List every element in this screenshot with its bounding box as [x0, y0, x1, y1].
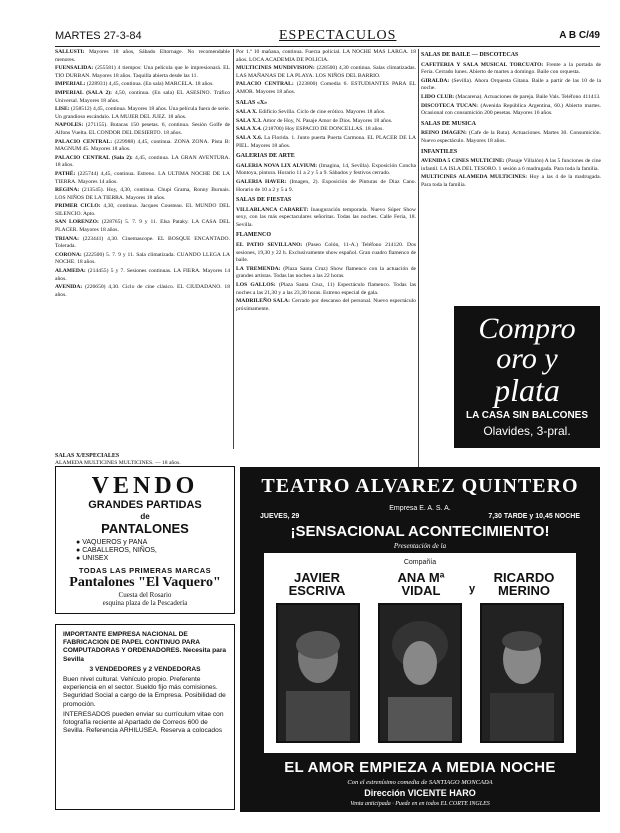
page-header	[55, 28, 600, 46]
listing-name: VILLABLANCA CABARET:	[236, 206, 309, 213]
play-director: Dirección VICENTE HARO	[364, 788, 476, 798]
note-text: ALAMEDA MULTICINES MULTICINES. — 18 años.	[55, 460, 181, 466]
listing-entry	[236, 118, 416, 126]
section-title: ESPECTACULOS	[279, 28, 397, 43]
listing-name: SALA X.4.	[236, 126, 262, 133]
listing-name: MULTICINES MUNDIVISION:	[236, 65, 315, 72]
vendo-line1: GRANDES PARTIDAS	[88, 499, 202, 511]
listing-name: REGINA:	[55, 187, 80, 194]
listing-name: SALA X.3.	[236, 117, 262, 124]
teatro-times: 7,30 TARDE y 10,45 NOCHE	[488, 513, 580, 520]
listing-name: PALACIO CENTRAL:	[55, 138, 113, 145]
listing-entry	[236, 109, 416, 117]
listing-entry	[236, 298, 416, 313]
listing-entry	[236, 242, 416, 265]
listing-entry	[236, 266, 416, 281]
vendo-brand: Pantalones "El Vaquero"	[69, 575, 221, 590]
section-heading: SALAS DE FIESTAS	[236, 197, 292, 204]
listing-entry	[421, 174, 601, 189]
listing-text: (Imagen, 2). Exposición de Pinturas de Diaz Cano. Horario de 10 a 2 y 5 a 9.	[236, 178, 416, 193]
actor-photo	[276, 603, 360, 743]
actor-photo	[480, 603, 564, 743]
listing-text: (228500) 4,30 continua. Salas climatizadas. LAS MAÑANAS DE LA PLAYA. LOS NIÑOS DEL BARRIO.	[236, 65, 416, 79]
header-rule	[55, 46, 600, 47]
vendo-items	[76, 539, 226, 563]
listing-text: (Paseo Colón, 11-A.) Teléfono 214120. Dos sesiones, 19,30 y 22 h. Exclusivamente show español. Gran cuadro flamenco de baile.	[236, 242, 416, 264]
actor-first-name: JAVIER	[294, 570, 340, 585]
salas-note	[55, 453, 230, 467]
listing-name: SALA X.	[236, 109, 258, 116]
listing-text: (271155). Butacas 150 pesetas. 6, continua. Sesión Golfe de Alfons Vuelta. EL CONDOR DEL DESIERTO. 18 años.	[55, 122, 230, 136]
listing-name: PALACIO CENTRAL:	[236, 81, 294, 88]
portrait-icon	[482, 605, 562, 741]
listing-entry	[421, 78, 601, 93]
section-heading: SALAS DE BAILE — DISCOTECAS	[421, 52, 519, 58]
listing-entry	[55, 90, 230, 105]
listing-text: (225744) 4,45, continua. Estreno. LA ULTIMA NOCHE DE LA TIERRA. Mayores 14 años.	[55, 170, 230, 185]
listing-entry	[236, 163, 416, 178]
listings-column-3	[421, 49, 601, 289]
listing-text: 4,45, continua. LA GRAN AVENTURA. 18 años.	[55, 154, 230, 169]
listing-entry	[55, 268, 230, 283]
listing-entry	[55, 155, 230, 170]
listing-entry	[55, 219, 230, 234]
vendo-marcas: TODAS LAS PRIMERAS MARCAS	[78, 566, 212, 575]
listing-text: (226650) 4,30. Ciclo de cine clásico. EL CIUDADANO. 18 años.	[55, 284, 230, 298]
listing-name: GIRALDA:	[421, 77, 450, 84]
listing-name: DISCOTECA TUCAN:	[421, 102, 479, 109]
listing-entry	[236, 81, 416, 96]
listing-text: Hoy a las 4 de la madrugada. Para toda la familia.	[421, 174, 601, 188]
listing-entry	[55, 284, 230, 299]
listings-column-1	[55, 49, 230, 449]
actor-first-name: RICARDO	[493, 570, 555, 585]
compania-label: Compañía	[403, 559, 437, 566]
listing-entry	[236, 65, 416, 80]
listing-name: MADRILEÑO SALA:	[236, 298, 290, 305]
listing-name: NAPOLES:	[55, 122, 84, 129]
vendo-item: ● UNISEX	[76, 555, 226, 563]
job-requirements: Buen nivel cultural. Vehículo propio. Preferente experiencia en el sector. Sueldo fijo más comisiones. Seguridad Social a cargo de la Empresa. Posibilidad de promoción.	[63, 676, 226, 708]
listing-name: LA TREMENDA:	[236, 265, 281, 272]
listings-column-2	[236, 49, 416, 469]
listing-entry	[421, 130, 601, 145]
listing-entry	[55, 187, 230, 202]
listing-name: ALAMEDA:	[55, 268, 86, 275]
vendo-title: VENDO	[91, 473, 199, 499]
listing-name: CAFETERIA Y SALA MUSICAL TORCUATO:	[421, 61, 544, 68]
listing-text: (222500) 5. 7. 9 y 11. Sala climatizada. CUANDO LLEGA LA NOCHE. 18 años.	[55, 251, 230, 266]
listing-entry	[236, 126, 416, 134]
teatro-title: TEATRO ALVAREZ QUINTERO	[261, 475, 579, 497]
listing-name: CORONA:	[55, 251, 82, 258]
column-divider	[418, 49, 419, 469]
listing-name: PALACIO CENTRAL (Sala 2):	[55, 154, 133, 161]
listing-text: (228765) 5. 7. 9 y 11. Elsa Pataky. LA CASA DEL PLACER. Mayores 18 años.	[55, 219, 230, 234]
actor-last-name: ESCRIVA	[288, 583, 346, 598]
listing-text: Cerrado por descanso del personal. Nuevo espectáculo próximamente.	[236, 298, 416, 312]
listing-text: La Florida. 1. Junto puerta Puerta Carmona. EL PLACER DE LA PIEL. Mayores 18 años.	[236, 134, 416, 149]
listing-entry	[55, 65, 230, 80]
teatro-date: JUEVES, 29	[260, 513, 300, 520]
listing-entry	[421, 62, 601, 77]
listing-text: (Imagina, 14, Sevilla). Exposición Concha Montoya, pintura. Horario 11 a 2 y 5 a 9. Sábados y festivos cerrado.	[236, 162, 416, 177]
listing-entry	[55, 122, 230, 137]
listing-text: Edificio Sevilla. Ciclo de cine erótico. Mayores 18 años.	[258, 109, 386, 116]
listing-text: (255581) 4 tiempos: Una película que le impresionará. EL TIO DURBAN. Mayores 18 años. Taquilla abierta desde las 11.	[55, 65, 230, 79]
listing-name: AVENIDA:	[55, 284, 83, 291]
vendo-address-2: esquina plaza de la Pescadería	[102, 599, 188, 607]
job-intro: IMPORTANTE EMPRESA NACIONAL DE FABRICACION DE PAPEL CONTINUO PARA COMPUTADORAS Y ORDENADORES. Necesita para Sevilla	[63, 631, 227, 663]
listing-name: AVENIDA 5 CINES MULTICINE:	[421, 158, 505, 165]
listing-entry	[236, 179, 416, 194]
listing-text: (Cafe de la Ruta). Actuaciones. Martes 30. Consumición. Nuevo espectáculo. Mayores 18 años.	[421, 130, 601, 144]
section-heading: INFANTILES	[421, 148, 458, 155]
listing-entry	[236, 49, 416, 64]
listing-text: (229988) 4,45, continua. ZONA ZONA. Pista B: MAGNUM 45. Mayores 18 años.	[55, 138, 230, 153]
job-ad	[55, 624, 235, 810]
compro-line3: plata	[494, 372, 560, 408]
listing-text: (Plaza Santa Cruz) Show flamenco con la actuación de grandes artistas. Todas las noches a las 22 horas.	[236, 265, 416, 280]
listing-entry	[421, 94, 601, 102]
compro-oro-ad	[454, 306, 600, 448]
listing-entry	[421, 103, 601, 118]
compro-shop: LA CASA SIN BALCONES	[465, 410, 589, 421]
compro-line2: oro y	[496, 342, 558, 375]
vendo-ad	[55, 466, 235, 614]
actor-ana-vidal	[376, 571, 466, 597]
listing-entry	[236, 207, 416, 230]
listing-name: IMPERIAL:	[55, 81, 86, 88]
listing-text: (223441) 4,30. Cinemascope. EL BOSQUE ENCANTADO. Tolerada.	[55, 235, 230, 250]
listing-text: (258512) 4,45, continua. Mayores 18 años. Una película fuera de serie. Un grandioso escándalo. LA MUJER DEL JUEZ. 18 años.	[55, 106, 230, 120]
listing-text: (Avenida República Argentina, 60.) Abierto martes. Ocasional con consumición 200 pesetas. Mayores 16 años.	[421, 102, 601, 117]
actor-last-name: VIDAL	[401, 583, 441, 598]
vendo-item: ● VAQUEROS y PANA	[76, 539, 226, 547]
listing-name: FUENSALIDA:	[55, 65, 94, 72]
actor-first-name: ANA Mª	[397, 570, 445, 585]
listing-entry	[236, 135, 416, 150]
actor-last-name: MERINO	[498, 583, 550, 598]
page-number: A B C/49	[559, 30, 600, 41]
teatro-presentation: Presentación de la	[393, 542, 447, 550]
portrait-icon	[380, 605, 460, 741]
listing-name: SALLUSTI:	[55, 49, 85, 55]
note-heading: SALAS X/ESPECIALES	[55, 453, 120, 459]
listing-entry	[55, 81, 230, 89]
teatro-headline: ¡SENSACIONAL ACONTECIMIENTO!	[290, 523, 550, 540]
and-label: y	[469, 583, 476, 595]
listing-name: GALERIA HAVER:	[236, 178, 287, 185]
listing-name: LOS GALLOS:	[236, 282, 276, 289]
listing-name: TRIANA:	[55, 235, 79, 242]
actor-ricardo-merino	[478, 571, 570, 597]
listing-entry	[55, 236, 230, 251]
teatro-ad	[240, 467, 600, 812]
page-date: MARTES 27-3-84	[55, 30, 142, 42]
listing-text: 4,50, continua. (En sala) EL ASESINO. Tráfico Universal. Mayores 18 años.	[55, 89, 230, 104]
actor-photo	[378, 603, 462, 743]
listing-entry	[55, 203, 230, 218]
listing-entry	[421, 158, 601, 173]
cast-panel	[264, 553, 576, 753]
listing-entry	[55, 49, 230, 64]
listing-text: (213545). Hoy, 4,30, continua. Chupi Grama, Ronny Burnais. LOS NIÑOS DE LA TIERRA. Mayores 18 años.	[55, 187, 230, 201]
section-heading: GALERIAS DE ARTE	[236, 153, 295, 160]
vendo-item: ● CABALLEROS, NIÑOS,	[76, 547, 226, 555]
listing-entry	[55, 139, 230, 154]
listing-text: (Sevilla). Ahora Orquesta Gitana. Baile a partir de las 10 de la noche.	[421, 77, 601, 92]
listing-name: PRIMER CICLO:	[55, 203, 101, 210]
listing-text: (Pasaje Villalón) A las 5 funciones de cine infantil. LA ISLA DEL TESORO. 1 sesión a 6 madrugada. Para toda la familia.	[421, 158, 601, 172]
listing-name: EL PATIO SEVILLANO:	[236, 242, 303, 249]
listing-name: LISE:	[55, 106, 70, 113]
section-heading: SALAS DE MUSICA	[421, 120, 477, 127]
listing-text: (223800) Comedia 6. ESTUDIANTES PARA EL AMOR. Mayores 18 años.	[236, 81, 416, 95]
teatro-empresa: Empresa E. A. S. A.	[389, 505, 451, 512]
listing-entry	[55, 252, 230, 267]
listing-text: Inauguración temporada. Nuevo Súper Show sexy, con las más espectaculares señoritas. Todas las noches. Calle Feria, 18. Sevilla.	[236, 206, 416, 228]
listing-name: IMPERIAL (SALA 2):	[55, 89, 112, 96]
play-tickets: Venta anticipada · Puede en en todos EL CORTE INGLES	[350, 801, 490, 807]
column-divider	[233, 49, 234, 449]
listing-text: Mayores 18 años, Sábado Eltornage. No recomendable menores.	[55, 49, 230, 63]
listing-name: SALA X.6.	[236, 134, 263, 141]
listing-text: (214455) 5 y 7. Sesiones continuas. LA FIERA. Mayores 14 años.	[55, 268, 230, 282]
listing-name: PATHÉ:	[55, 170, 76, 177]
vendo-line3: PANTALONES	[101, 521, 189, 536]
listing-text: Amor de Hoy, N. Pasaje Amor de Dios. Mayores 18 años.	[262, 117, 393, 124]
play-title: EL AMOR EMPIEZA A MEDIA NOCHE	[284, 759, 556, 776]
section-heading: FLAMENCO	[236, 232, 271, 239]
actor-javier-escriva	[272, 571, 362, 597]
listing-entry	[236, 282, 416, 297]
job-contact: INTERESADOS pueden enviar su currículum vitae con fotografía reciente al Apartado de Correos 600 de Sevilla. Referencia ARHILUSEA. Reserva a colocados	[63, 710, 224, 735]
compro-address: Olavides, 3-pral.	[483, 424, 571, 438]
compro-line1: Compro	[478, 312, 576, 345]
listing-name: MULTICINES ALAMEDA MULTICINES:	[421, 174, 528, 181]
portrait-icon	[278, 605, 358, 741]
listing-entry	[55, 106, 230, 121]
section-heading: SALAS «X»	[236, 99, 268, 106]
vendo-line2: de	[140, 512, 150, 521]
listing-name: GALERIA NOVA LIX ALVIUM:	[236, 162, 318, 169]
listing-name: LIDO CLUB:	[421, 93, 455, 100]
job-positions: 3 VENDEDORES y 2 VENDEDORAS	[89, 665, 201, 673]
listing-text: 4,30, continua. Jacques Cousteau. EL MUNDO DEL SILENCIO. Apto.	[55, 203, 230, 217]
play-author: Con el estrenísimo comedia de SANTIAGO MONCADA	[347, 779, 493, 786]
listing-text: (Macarena). Actuaciones de pareja. Baile Vals. Teléfono 411413.	[455, 93, 601, 100]
listing-entry	[55, 171, 230, 186]
listing-text: (Plaza Santa Cruz, 11) Espectáculo flamenco. Todas las noches a las 21,30 y a las 23,30 horas. Estreno especial de gala.	[236, 282, 416, 296]
listing-text: Frente a la portada de Feria. Cerrado lunes. Abierto de martes a domingo. Baile con orquesta.	[421, 61, 601, 76]
listing-name: REINO IMAGEN:	[421, 130, 467, 137]
listing-text: (218700) Hoy ESPACIO DE DONCELLAS. 18 años.	[263, 126, 384, 133]
listing-text: Por 1.ª 10 mañana, continua. Fuerza policial. LA NOCHE MAS LARGA. 18 años. LOCA ACADEMIA DE POLICIA.	[236, 49, 416, 63]
listing-name: SAN LORENZO:	[55, 219, 99, 226]
vendo-address-1: Cuesta del Rosario	[118, 591, 172, 599]
listing-text: (228931) 4,45, continua. (En sala) MARCELA. 18 años.	[86, 81, 214, 88]
